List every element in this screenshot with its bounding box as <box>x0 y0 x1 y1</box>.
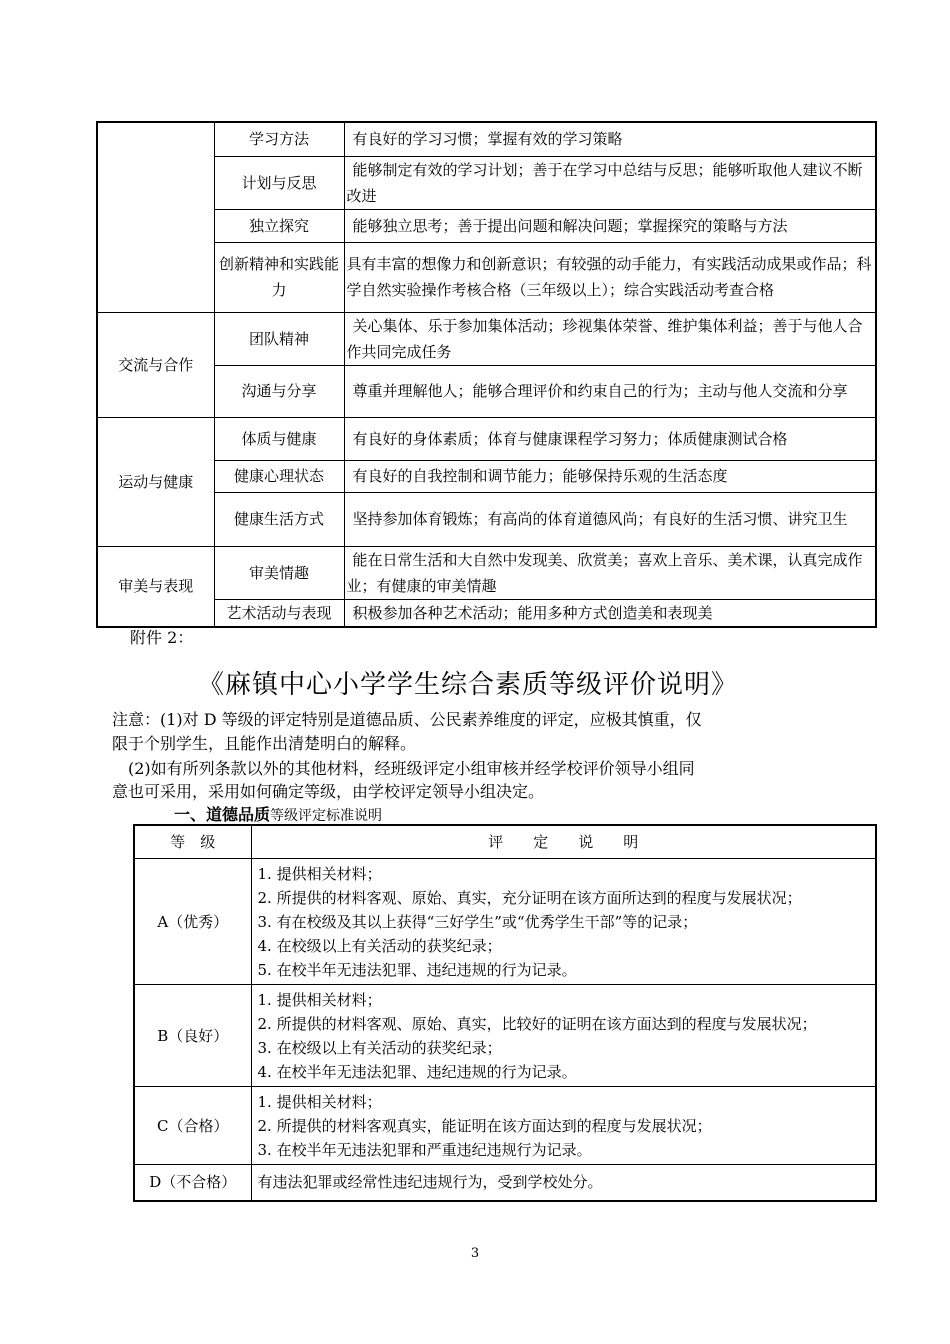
table-row <box>97 156 876 209</box>
subcategory-cell: 健康生活方式 <box>214 492 344 546</box>
description-cell: 能够独立思考；善于提出问题和解决问题；掌握探究的策略与方法 <box>344 209 876 242</box>
table-row <box>97 599 876 627</box>
criteria-item: 1. 提供相关材料； <box>257 1092 382 1111</box>
criteria-cell <box>251 985 876 1087</box>
category-cell: 审美与表现 <box>97 546 214 627</box>
description-cell: 有良好的身体素质；体育与健康课程学习努力；体质健康测试合格 <box>344 417 876 460</box>
grade-cell: C（合格） <box>134 1087 251 1165</box>
table-row <box>97 242 876 312</box>
subcategory-cell: 团队精神 <box>214 312 344 365</box>
page-number: 3 <box>470 1246 480 1261</box>
note-line: 意也可采用，采用如何确定等级，由学校评定领导小组决定。 <box>112 782 545 801</box>
table-row <box>97 417 876 460</box>
table-row <box>97 209 876 242</box>
description-cell: 具有丰富的想像力和创新意识；有较强的动手能力，有实践活动成果或作品；科学自然实验操作考核合格（三年级以上）；综合实践活动考查合格 <box>344 242 876 312</box>
grade-standards-table <box>133 824 877 1202</box>
table-row <box>97 122 876 156</box>
grade-cell: A（优秀） <box>134 859 251 985</box>
subcategory-cell: 创新精神和实践能力 <box>214 242 344 312</box>
note-line: (2)如有所列条款以外的其他材料，经班级评定小组审核并经学校评价领导小组同 <box>128 759 695 778</box>
note-line: 限于个别学生，且能作出清楚明白的解释。 <box>112 734 417 753</box>
description-cell: 坚持参加体育锻炼；有高尚的体育道德风尚；有良好的生活习惯、讲究卫生 <box>344 492 876 546</box>
table-row <box>97 365 876 417</box>
subcategory-cell: 审美情趣 <box>214 546 344 599</box>
category-cell: 交流与合作 <box>97 312 214 417</box>
header-description: 评 定 说 明 <box>251 825 876 859</box>
criteria-item: 1. 提供相关材料； <box>257 864 382 883</box>
note-line: 注意：(1)对 D 等级的评定特别是道德品质、公民素养维度的评定，应极其慎重，仅 <box>112 710 702 729</box>
criteria-item: 2. 所提供的材料客观、原始、真实，充分证明在该方面所达到的程度与发展状况； <box>257 888 802 907</box>
description-cell: 尊重并理解他人；能够合理评价和约束自己的行为；主动与他人交流和分享 <box>344 365 876 417</box>
section-heading <box>174 805 382 826</box>
criteria-item: 3. 在校级以上有关活动的获奖纪录； <box>257 1038 502 1057</box>
header-grade: 等 级 <box>134 825 251 859</box>
criteria-item: 有违法犯罪或经常性违纪违规行为，受到学校处分。 <box>257 1173 603 1192</box>
table-row <box>134 859 876 985</box>
subcategory-cell: 艺术活动与表现 <box>214 599 344 627</box>
criteria-item: 2. 所提供的材料客观真实，能证明在该方面达到的程度与发展状况； <box>257 1116 712 1135</box>
grade-cell: D（不合格） <box>134 1165 251 1201</box>
table-row <box>97 546 876 599</box>
description-cell: 有良好的学习习惯；掌握有效的学习策略 <box>344 122 876 156</box>
section-heading-rest: 等级评定标准说明 <box>270 808 383 824</box>
criteria-cell <box>251 1087 876 1165</box>
category-cell <box>97 122 214 312</box>
criteria-item: 1. 提供相关材料； <box>257 990 382 1009</box>
criteria-item: 4. 在校级以上有关活动的获奖纪录； <box>257 936 502 955</box>
criteria-cell <box>251 859 876 985</box>
description-cell: 有良好的自我控制和调节能力；能够保持乐观的生活态度 <box>344 460 876 492</box>
criteria-item: 5. 在校半年无违法犯罪、违纪违规的行为记录。 <box>257 960 577 979</box>
subcategory-cell: 学习方法 <box>214 122 344 156</box>
table-row <box>134 985 876 1087</box>
table-row <box>97 460 876 492</box>
category-cell: 运动与健康 <box>97 417 214 546</box>
description-cell: 积极参加各种艺术活动；能用多种方式创造美和表现美 <box>344 599 876 627</box>
subcategory-cell: 体质与健康 <box>214 417 344 460</box>
table-row <box>97 312 876 365</box>
attachment-label: 附件 2： <box>130 628 194 647</box>
criteria-item: 4. 在校半年无违法犯罪、违纪违规的行为记录。 <box>257 1062 577 1081</box>
table-row <box>97 492 876 546</box>
section-heading-bold: 一、道德品质 <box>174 805 271 824</box>
description-cell: 能在日常生活和大自然中发现美、欣赏美；喜欢上音乐、美术课，认真完成作业；有健康的审美情趣 <box>344 546 876 599</box>
criteria-table <box>96 121 877 628</box>
subcategory-cell: 健康心理状态 <box>214 460 344 492</box>
table-row <box>134 1087 876 1165</box>
subcategory-cell: 独立探究 <box>214 209 344 242</box>
subcategory-cell: 沟通与分享 <box>214 365 344 417</box>
criteria-cell <box>251 1165 876 1201</box>
table-header-row <box>134 825 876 859</box>
subcategory-cell: 计划与反思 <box>214 156 344 209</box>
criteria-item: 3. 在校半年无违法犯罪和严重违纪违规行为记录。 <box>257 1140 592 1159</box>
document-title: 《麻镇中心小学学生综合素质等级评价说明》 <box>198 670 739 700</box>
grade-cell: B（良好） <box>134 985 251 1087</box>
table-row <box>134 1165 876 1201</box>
description-cell: 能够制定有效的学习计划；善于在学习中总结与反思；能够听取他人建议不断改进 <box>344 156 876 209</box>
description-cell: 关心集体、乐于参加集体活动；珍视集体荣誉、维护集体利益；善于与他人合作共同完成任务 <box>344 312 876 365</box>
criteria-item: 3. 有在校级及其以上获得“三好学生”或“优秀学生干部”等的记录； <box>257 912 698 931</box>
criteria-item: 2. 所提供的材料客观、原始、真实，比较好的证明在该方面达到的程度与发展状况； <box>257 1014 817 1033</box>
